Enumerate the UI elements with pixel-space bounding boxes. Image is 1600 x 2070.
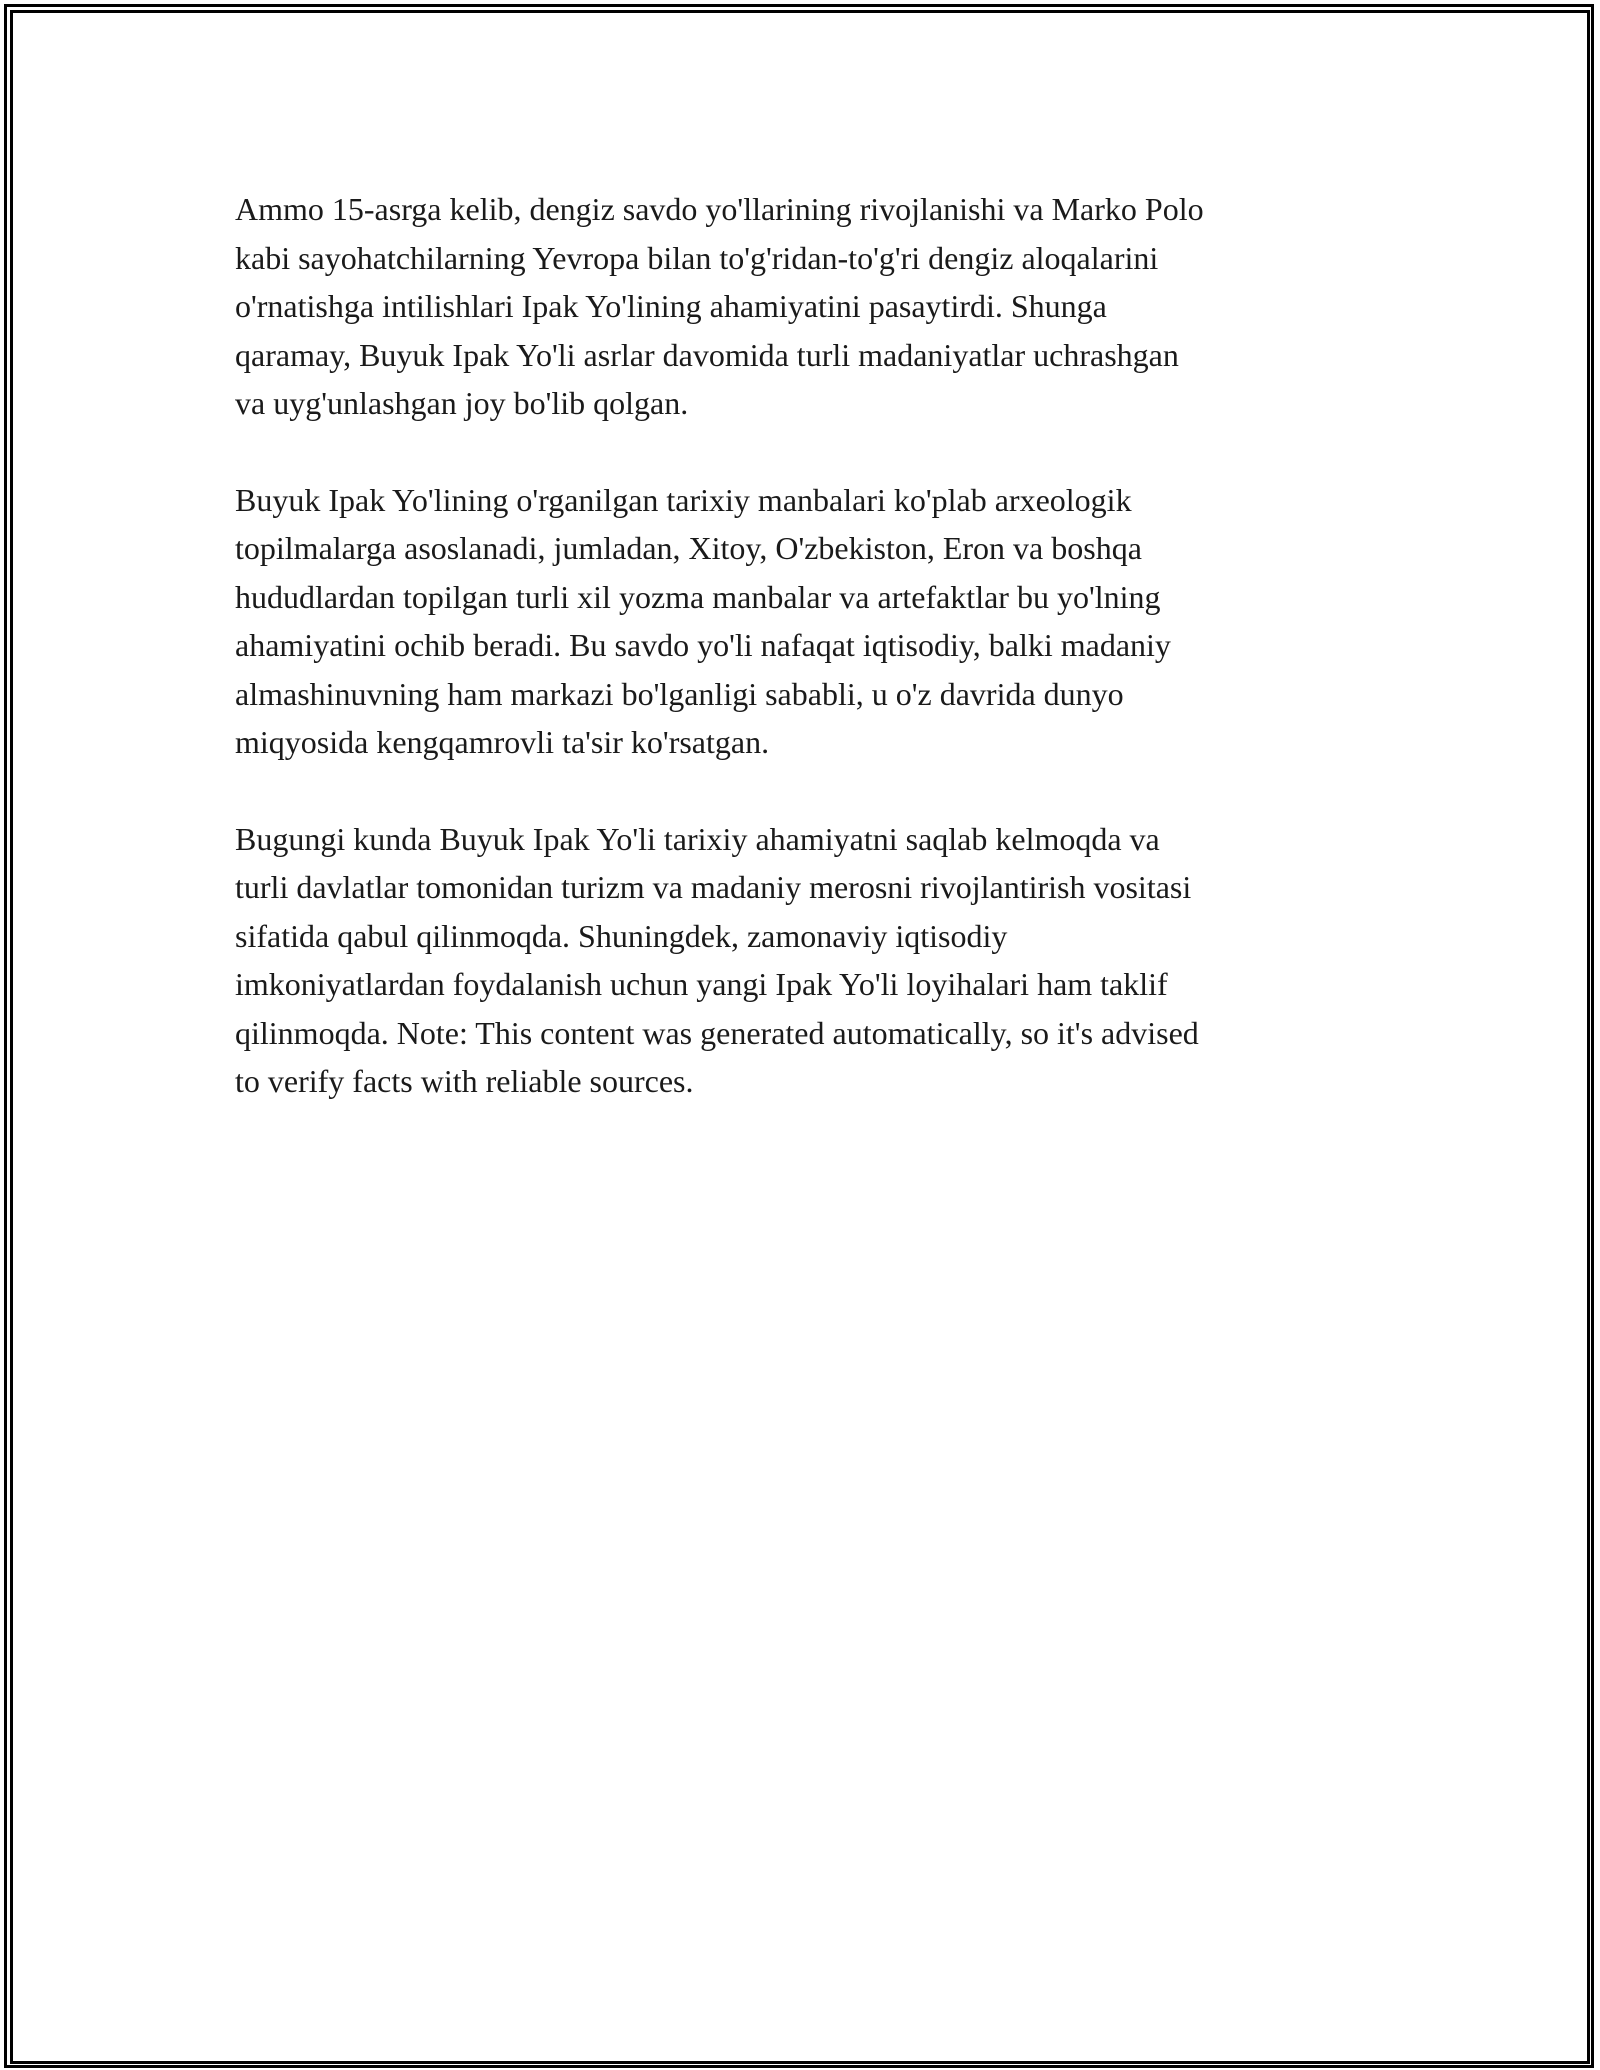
paragraph-line: ahamiyatini ochib beradi. Bu savdo yo'li nafaqat iqtisodiy, balki madaniy xyxy=(235,627,1171,663)
paragraph-line: Bugungi kunda Buyuk Ipak Yo'li tarixiy ahamiyatni saqlab kelmoqda va xyxy=(235,820,1160,857)
paragraph-line: qilinmoqda. Note: This content was generated automatically, so it's advised xyxy=(235,1014,1199,1051)
document-body xyxy=(235,185,1355,1154)
paragraph-line: miqyosida kengqamrovli ta'sir ko'rsatgan. xyxy=(235,724,770,760)
paragraph-line: almashinuvning ham markazi bo'lganligi sababli, u o'z davrida dunyo xyxy=(235,675,1124,712)
paragraph-line: Buyuk Ipak Yo'lining o'rganilgan tarixiy manbalari ko'plab arxeologik xyxy=(235,481,1132,518)
paragraph-line: to verify facts with reliable sources. xyxy=(235,1063,694,1099)
paragraph-1 xyxy=(235,185,1355,428)
paragraph-3 xyxy=(235,815,1355,1106)
paragraph-line: o'rnatishga intilishlari Ipak Yo'lining ahamiyatini pasaytirdi. Shunga xyxy=(235,288,1107,324)
paragraph-line: imkoniyatlardan foydalanish uchun yangi Ipak Yo'li loyihalari ham taklif xyxy=(235,966,1168,1002)
paragraph-line: kabi sayohatchilarning Yevropa bilan to'g'ridan-to'g'ri dengiz aloqalarini xyxy=(235,239,1159,276)
paragraph-line: Ammo 15-asrga kelib, dengiz savdo yo'llarining rivojlanishi va Marko Polo xyxy=(235,191,1204,227)
paragraph-line: va uyg'unlashgan joy bo'lib qolgan. xyxy=(235,385,689,421)
paragraph-line: topilmalarga asoslanadi, jumladan, Xitoy, O'zbekiston, Eron va boshqa xyxy=(235,530,1142,566)
paragraph-line: hududlardan topilgan turli xil yozma manbalar va artefaktlar bu yo'lning xyxy=(235,578,1161,615)
paragraph-2 xyxy=(235,476,1355,767)
paragraph-line: qaramay, Buyuk Ipak Yo'li asrlar davomida turli madaniyatlar uchrashgan xyxy=(235,336,1179,373)
paragraph-line: turli davlatlar tomonidan turizm va madaniy merosni rivojlantirish vositasi xyxy=(235,869,1192,905)
paragraph-line: sifatida qabul qilinmoqda. Shuningdek, zamonaviy iqtisodiy xyxy=(235,917,1008,954)
